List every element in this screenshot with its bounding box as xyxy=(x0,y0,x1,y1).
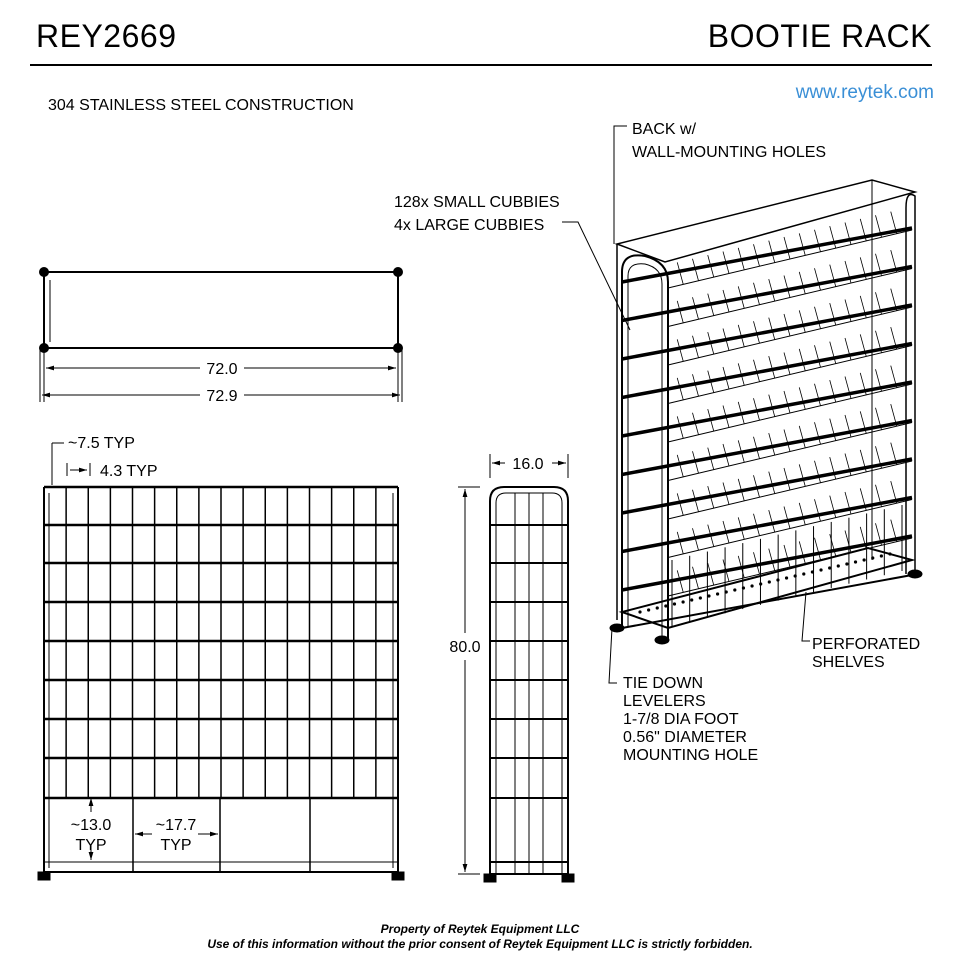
website-link[interactable]: www.reytek.com xyxy=(795,82,934,103)
iso-cubby-divider xyxy=(799,541,805,563)
rack-top-cap xyxy=(617,180,915,262)
perforation xyxy=(656,606,659,609)
iso-cubby-divider xyxy=(799,310,805,332)
iso-cubby-divider xyxy=(784,430,790,452)
iso-cubby-divider xyxy=(815,538,821,560)
iso-cubby-divider xyxy=(677,416,683,438)
perforation xyxy=(699,596,702,599)
iso-cubby-divider xyxy=(769,279,775,301)
iso-cubby-divider xyxy=(677,532,683,554)
iso-cubby-divider xyxy=(677,301,683,323)
iso-cubby-divider xyxy=(799,349,805,371)
isometric-view xyxy=(610,180,922,644)
iso-cubby-divider xyxy=(677,455,683,477)
callout-feet-line1: TIE DOWN xyxy=(623,675,703,692)
perforation xyxy=(742,586,745,589)
iso-cubby-divider xyxy=(799,387,805,409)
dim-bar-spacing: 4.3 TYP xyxy=(100,463,158,480)
perforation xyxy=(725,590,728,593)
iso-cubby-divider xyxy=(677,570,683,592)
callout-feet-line2: LEVELERS xyxy=(623,693,706,710)
dim-large-cubby-width: ~17.7 xyxy=(155,817,197,834)
iso-cubby-divider xyxy=(799,426,805,448)
iso-cubby-divider xyxy=(769,510,775,532)
iso-cubby-divider xyxy=(769,549,775,571)
iso-cubby-divider xyxy=(815,422,821,444)
iso-cubby-divider xyxy=(799,503,805,525)
perforation xyxy=(837,564,840,567)
callout-feet-line3: 1-7/8 DIA FOOT xyxy=(623,711,739,728)
iso-cubby-divider xyxy=(784,391,790,413)
perforation xyxy=(871,556,874,559)
leveler-foot xyxy=(392,872,404,880)
callout-cubbies-line1: 128x SMALL CUBBIES xyxy=(394,194,560,211)
iso-cubby-divider xyxy=(784,237,790,259)
iso-cubby-divider xyxy=(799,233,805,255)
iso-cubby-divider xyxy=(769,318,775,340)
dim-height: 80.0 xyxy=(449,639,481,656)
perforation xyxy=(638,610,641,613)
iso-cubby-divider xyxy=(815,345,821,367)
iso-cubby-divider xyxy=(815,499,821,521)
footer-disclaimer: Use of this information without the prior consent of Reytek Equipment LLC is strictly forbidden. xyxy=(207,937,753,951)
iso-cubby-divider xyxy=(799,464,805,486)
iso-cubby-divider xyxy=(769,433,775,455)
dim-large-cubby-width-typ: TYP xyxy=(160,837,192,854)
dim-column-spacing: ~7.5 TYP xyxy=(68,435,135,452)
perforated-shelf xyxy=(622,548,912,628)
iso-cubby-divider xyxy=(769,472,775,494)
perforation xyxy=(750,584,753,587)
dim-depth: 16.0 xyxy=(512,456,544,473)
dim-large-cubby-height: ~13.0 xyxy=(70,817,112,834)
iso-cubby-divider xyxy=(769,395,775,417)
iso-cubby-divider xyxy=(815,384,821,406)
dimension-height xyxy=(458,487,480,874)
perforation xyxy=(819,568,822,571)
callout-feet-line4: 0.56" DIAMETER xyxy=(623,729,747,746)
side-view xyxy=(484,487,574,882)
perforation xyxy=(802,572,805,575)
iso-cubby-divider xyxy=(677,262,683,284)
iso-cubby-divider xyxy=(769,241,775,263)
dim-large-cubby-height-typ: TYP xyxy=(75,837,107,854)
iso-cubby-divider xyxy=(815,230,821,252)
perforation xyxy=(811,570,814,573)
perforation xyxy=(733,588,736,591)
iso-cubby-divider xyxy=(784,507,790,529)
perforation xyxy=(768,580,771,583)
callout-shelves-line2: SHELVES xyxy=(812,654,885,671)
iso-cubby-divider xyxy=(784,314,790,336)
perforation xyxy=(880,554,883,557)
iso-cubby-divider xyxy=(784,276,790,298)
dim-inner-width: 72.0 xyxy=(206,361,238,378)
perforation xyxy=(759,582,762,585)
perforation xyxy=(854,560,857,563)
perforation xyxy=(828,566,831,569)
perforation xyxy=(785,576,788,579)
iso-cubby-divider xyxy=(784,468,790,490)
callout-shelves-line1: PERFORATED xyxy=(812,636,921,653)
perforation xyxy=(845,562,848,565)
iso-cubby-divider xyxy=(799,272,805,294)
top-view xyxy=(40,268,402,402)
model-number: REY2669 xyxy=(36,18,177,54)
perforation xyxy=(682,600,685,603)
callout-back-line1: BACK w/ xyxy=(632,121,697,138)
leveler-foot xyxy=(38,872,50,880)
leveler-foot xyxy=(908,570,922,578)
iso-cubby-divider xyxy=(815,461,821,483)
iso-cubby-divider xyxy=(784,545,790,567)
perforation xyxy=(673,602,676,605)
perforation xyxy=(690,598,693,601)
callout-cubbies-line2: 4x LARGE CUBBIES xyxy=(394,217,545,234)
iso-cubby-divider xyxy=(677,493,683,515)
perforation xyxy=(863,558,866,561)
material-note: 304 STAINLESS STEEL CONSTRUCTION xyxy=(48,97,354,114)
leveler-foot xyxy=(655,636,669,644)
perforation xyxy=(647,608,650,611)
leveler-foot xyxy=(562,874,574,882)
product-title: BOOTIE RACK xyxy=(707,18,932,54)
footer-ownership: Property of Reytek Equipment LLC xyxy=(380,922,580,936)
perforation xyxy=(707,594,710,597)
perforation xyxy=(794,574,797,577)
callout-feet-line5: MOUNTING HOLE xyxy=(623,747,759,764)
iso-cubby-divider xyxy=(677,378,683,400)
iso-cubby-divider xyxy=(769,356,775,378)
callout-back-line2: WALL-MOUNTING HOLES xyxy=(632,144,827,161)
perforation xyxy=(888,552,891,555)
dim-outer-width: 72.9 xyxy=(206,388,238,405)
leveler-foot xyxy=(484,874,496,882)
iso-cubby-divider xyxy=(815,268,821,290)
perforation xyxy=(664,604,667,607)
iso-cubby-divider xyxy=(677,339,683,361)
perforation xyxy=(776,578,779,581)
iso-cubby-divider xyxy=(815,307,821,329)
perforation xyxy=(716,592,719,595)
iso-cubby-divider xyxy=(784,353,790,375)
